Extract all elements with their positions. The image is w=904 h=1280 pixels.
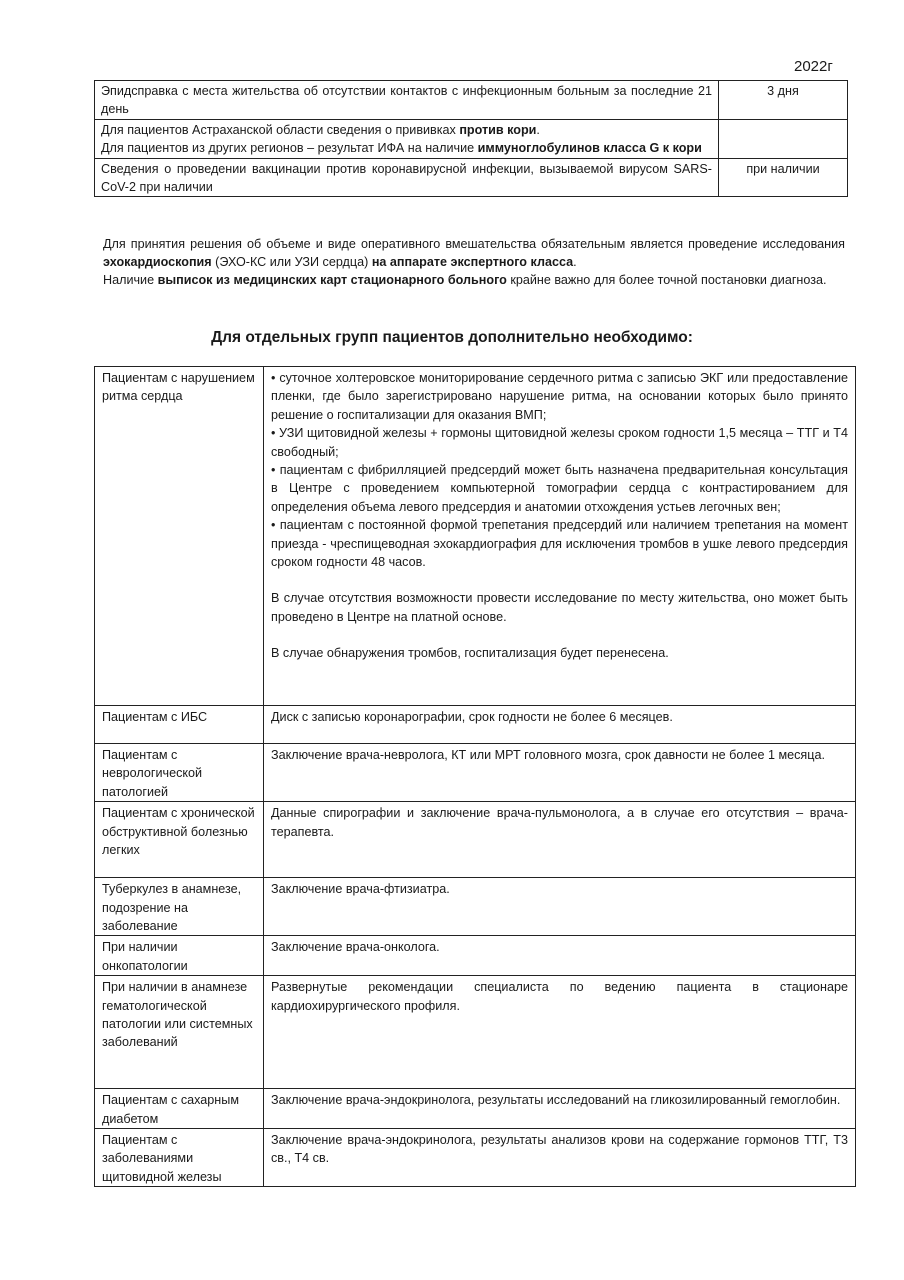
requirements-cell [264, 367, 856, 706]
requirement-item: Диск с записью коронарографии, срок годности не более 6 месяцев. [271, 710, 673, 724]
patient-group-cell: Пациентам с нарушением ритма сердца [95, 367, 264, 706]
requirements-cell [264, 744, 856, 802]
patient-groups-table-body [95, 367, 856, 1187]
section-heading: Для отдельных групп пациентов дополнительно необходимо: [211, 329, 693, 346]
requirement-item: Заключение врача-онколога. [271, 940, 440, 955]
text-run: . [573, 255, 577, 270]
table-row [95, 119, 848, 158]
table-row [95, 1089, 856, 1129]
spacer [271, 626, 848, 644]
table-row [95, 744, 856, 802]
patient-groups-table [94, 366, 856, 1187]
spacer [271, 571, 848, 589]
table-row [95, 158, 848, 197]
documents-table [94, 80, 848, 197]
text-run: Наличие [103, 273, 158, 287]
table-row [95, 976, 856, 1089]
requirement-cell [95, 81, 719, 120]
emphasis-text: против кори [459, 122, 537, 137]
table-row [95, 936, 856, 976]
requirement-item: В случае отсутствия возможности провести исследование по месту жительства, оно может быть проведено в Центре на платной основе. [271, 591, 848, 624]
requirement-item: Заключение врача-эндокринолога, результаты анализов крови на содержание гормонов ТТГ, Т3 св., Т4 св. [271, 1133, 848, 1166]
patient-group-cell: Туберкулез в анамнезе, подозрение на заболевание [95, 878, 264, 936]
requirement-cell [95, 119, 719, 158]
requirements-cell [264, 1129, 856, 1187]
patient-group-cell: Пациентам с сахарным диабетом [95, 1089, 264, 1129]
requirement-item: • суточное холтеровское мониторирование сердечного ритма с записью ЭКГ или предоставление пленки, где было зарегистрировано нарушение ритма, на основании которых было принято решение о госпитализации для оказания ВМП; [271, 371, 848, 422]
text-run: (ЭХО-КС или УЗИ сердца) [211, 255, 372, 270]
patient-group-cell: Пациентам с заболеваниями щитовидной железы [95, 1129, 264, 1187]
text-run: . [536, 122, 540, 137]
validity-cell: при наличии [719, 158, 848, 197]
text-run: Для принятия решения об объеме и виде оперативного вмешательства обязательным является проведение исследования [103, 237, 845, 251]
patient-group-cell: Пациентам с ИБС [95, 706, 264, 744]
requirement-item: • пациентам с фибрилляцией предсердий может быть назначена предварительная консультация в Центре с проведением компьютерной томографии сердца с контрастированием для определения объема левого предсердия и анатомии отхождения устьев легочных вен; [271, 463, 848, 514]
requirements-cell [264, 976, 856, 1089]
text-run: крайне важно для более точной постановки диагноза. [506, 273, 827, 287]
emphasis-text: выписок из медицинских карт стационарного больного [157, 273, 507, 287]
table-row [95, 706, 856, 744]
patient-group-cell: При наличии в анамнезе гематологической патологии или системных заболеваний [95, 976, 264, 1089]
requirement-item: • УЗИ щитовидной железы + гормоны щитовидной железы сроком годности 1,5 месяца – ТТГ и Т4 свободный; [271, 426, 848, 459]
discharge-summary-paragraph [103, 271, 845, 289]
requirement-item: В случае обнаружения тромбов, госпитализация будет перенесена. [271, 646, 669, 661]
text-run: Для пациентов из других регионов – результат ИФА на наличие [101, 141, 478, 156]
document-year: 2022г [794, 58, 833, 75]
text-run: Сведения о проведении вакцинации против коронавирусной инфекции, вызываемой вирусом SARS-CoV-2 при наличии [101, 161, 712, 195]
requirements-cell [264, 936, 856, 976]
requirement-item: Заключение врача-фтизиатра. [271, 882, 450, 897]
patient-group-cell: Пациентам с неврологической патологией [95, 744, 264, 802]
requirements-cell [264, 706, 856, 744]
validity-cell: 3 дня [719, 81, 848, 120]
echo-requirement-paragraph [103, 235, 845, 272]
text-run: Эпидсправка с места жительства об отсутствии контактов с инфекционным больным за последние 21 день [101, 84, 712, 117]
patient-group-cell: При наличии онкопатологии [95, 936, 264, 976]
table-row [95, 878, 856, 936]
table-row [95, 367, 856, 706]
documents-table-body [95, 81, 848, 197]
requirement-item: Заключение врача-эндокринолога, результаты исследований на гликозилированный гемоглобин. [271, 1093, 841, 1108]
patient-group-cell: Пациентам с хронической обструктивной болезнью легких [95, 802, 264, 878]
table-row [95, 802, 856, 878]
table-row [95, 81, 848, 120]
validity-cell [719, 119, 848, 158]
requirements-cell [264, 802, 856, 878]
emphasis-text: эхокардиоскопия [103, 255, 212, 270]
text-run: Для пациентов Астраханской области сведения о прививках [101, 122, 460, 137]
emphasis-text: иммуноглобулинов класса G к кори [477, 141, 702, 156]
requirement-item: Заключение врача-невролога, КТ или МРТ головного мозга, срок давности не более 1 месяца. [271, 748, 825, 762]
requirement-item: • пациентам с постоянной формой трепетания предсердий или наличием трепетания на момент приезда - чреспищеводная эхокардиография для исключения тромбов в ушке левого предсердия сроком годности 48 часов. [271, 518, 848, 570]
requirements-cell [264, 878, 856, 936]
requirements-cell [264, 1089, 856, 1129]
table-row [95, 1129, 856, 1187]
requirement-cell [95, 158, 719, 197]
emphasis-text: на аппарате экспертного класса [371, 255, 574, 270]
requirement-item: Данные спирографии и заключение врача-пульмонолога, а в случае его отсутствия – врача-терапевта. [271, 806, 848, 839]
requirement-item: Развернутые рекомендации специалиста по ведению пациента в стационаре кардиохирургического профиля. [271, 980, 848, 1013]
